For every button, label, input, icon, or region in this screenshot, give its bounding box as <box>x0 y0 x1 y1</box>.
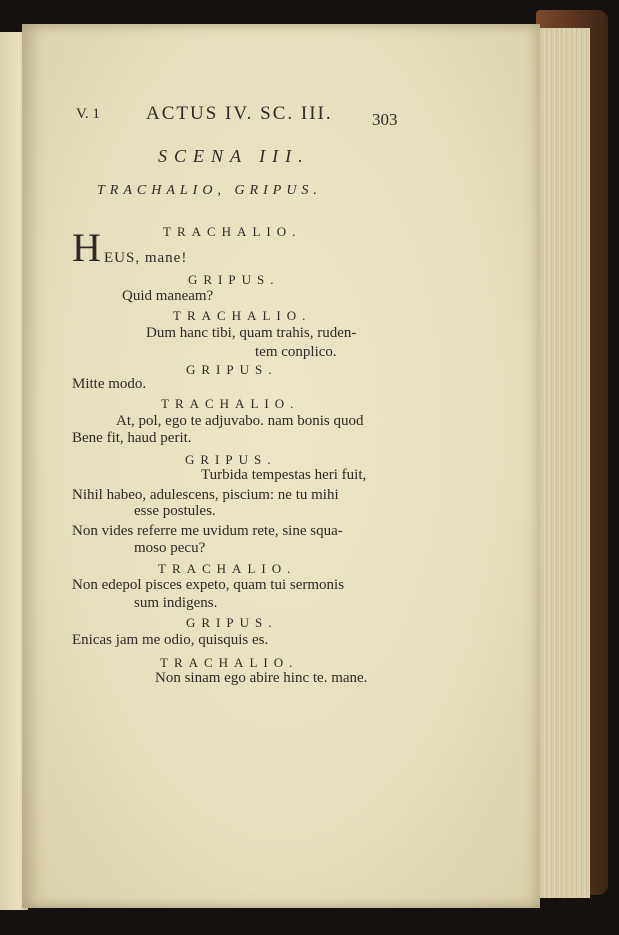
speaker-label: TRACHALIO. <box>163 224 302 239</box>
speaker-label: TRACHALIO. <box>158 561 297 576</box>
verse-line: At, pol, ego te adjuvabo. nam bonis quod <box>116 413 364 429</box>
scene-persons: TRACHALIO, GRIPUS. <box>97 183 322 198</box>
speaker-label: GRIPUS. <box>186 362 278 377</box>
verse-line: sum indigens. <box>134 595 218 611</box>
speaker-label: GRIPUS. <box>185 452 277 467</box>
speaker-label: GRIPUS. <box>186 615 278 630</box>
verse-line: Nihil habeo, adulescens, piscium: ne tu mihi <box>72 487 339 503</box>
verse-line: Enicas jam me odio, quisquis es. <box>72 632 269 648</box>
running-title: ACTUS IV. SC. III. <box>146 103 333 124</box>
verse-line: esse postules. <box>134 503 216 519</box>
verse-line: tem conplico. <box>255 344 337 360</box>
scene-title: SCENA III. <box>158 146 310 166</box>
speaker-label: TRACHALIO. <box>161 396 300 411</box>
verse-line: moso pecu? <box>134 540 206 556</box>
verse-line: Non sinam ego abire hinc te. mane. <box>155 670 368 686</box>
verse-line: Turbida tempestas heri fuit, <box>201 467 367 483</box>
verse-line: Bene fit, haud perit. <box>72 430 192 446</box>
verse-line: Dum hanc tibi, quam trahis, ruden- <box>146 325 357 341</box>
signature-mark: V. 1 <box>76 106 100 122</box>
verse-line: Non vides referre me uvidum rete, sine squa- <box>72 523 343 539</box>
speaker-label: TRACHALIO. <box>160 655 299 670</box>
speaker-label: GRIPUS. <box>188 272 280 287</box>
verse-line: EUS, mane! <box>104 250 188 266</box>
verse-line: Mitte modo. <box>72 376 147 392</box>
drop-cap: H <box>72 225 101 270</box>
verse-line: Quid maneam? <box>122 288 214 304</box>
page-number: 303 <box>372 110 398 129</box>
verse-line: Non edepol pisces expeto, quam tui sermonis <box>72 577 345 593</box>
speaker-label: TRACHALIO. <box>173 308 312 323</box>
